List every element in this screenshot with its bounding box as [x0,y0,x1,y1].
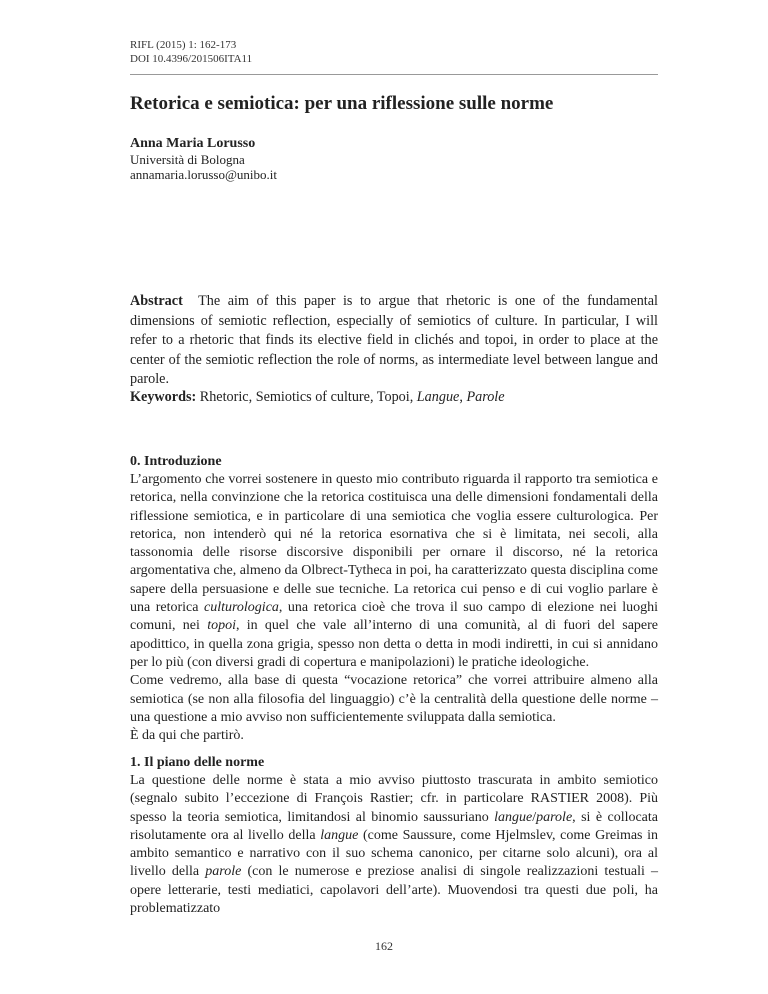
section-introduzione [130,453,658,745]
journal-citation: RIFL (2015) 1: 162-173 [130,39,237,51]
doi: DOI 10.4396/201506ITA11 [130,53,253,65]
running-header [130,38,658,66]
keyword-parole: Parole [466,389,505,405]
keyword-langue: Langue [416,389,460,405]
keywords-label: Keywords: [130,389,197,405]
header-divider [130,74,658,75]
paragraph [130,471,658,672]
italic-term: langue [320,827,359,843]
paragraph: È da qui che partirò. [130,728,244,744]
text-run: / [532,809,537,825]
section-heading: 1. Il piano delle norme [130,755,265,770]
section-heading: 0. Introduzione [130,454,222,469]
keywords-separator: , [459,389,463,405]
text-run: , una retorica cioè che trova il suo campo di elezione nei luoghi comuni, nei [130,600,659,634]
paper-title: Retorica e semiotica: per una riflessione sulle norme [130,93,554,114]
paragraph: Come vedremo, alla base di questa “vocazione retorica” che vorrei attribuire almeno alla semiotica (se non alla filosofia del linguaggio) c’è la centralità della questione delle norme – una questione a mio avviso non sufficientemente sviluppata dalla semiotica. [130,673,658,725]
section-piano-delle-norme [130,754,658,918]
text-run: L’argomento che vorrei sostenere in questo mio contributo riguarda il rapporto tra semiotica e retorica, nella convinzione che la retorica costituisca una delle dimensioni fondamentali della riflessione semiotica, e in particolare di una semiotica che voglia essere culturologica. Per retorica, non intenderò qui né la retorica esornativa che si è limitata, nei secoli, alla tassonomia delle risorse discorsive disponibili per ornare il discorso, né la retorica argomentativa che, almeno da Olbrect-Tytheca in poi, ha caratterizzato questa disciplina come sapere della persuasione e delle sue tecniche. La retorica cui penso e di cui voglio parlare è una retorica [130,472,658,616]
author-affiliation: Università di Bologna [130,152,245,167]
author-email: annamaria.lorusso@unibo.it [130,167,277,182]
author-block [130,136,658,182]
keywords [130,388,658,407]
abstract-label: Abstract [130,293,183,309]
italic-term: langue [494,809,533,825]
author-name: Anna Maria Lorusso [130,136,256,151]
text-run: La questione delle norme è stata a mio avviso piuttosto trascurata in ambito semiotico (segnalo subito l’eccezione di François Rastier; cfr. in particolare RASTIER 2008). Più spesso la teoria semiotica, limitandosi al binomio saussuriano [130,773,658,825]
abstract [130,292,658,390]
abstract-text: The aim of this paper is to argue that rhetoric is one of the fundamental dimensions of semiotic reflection, especially of semiotics of culture. In particular, I will refer to a rhetoric that finds its elective field in clichés and topoi, in order to place at the center of the semiotic reflection the role of norms, as intermediate level between langue and parole. [130,293,658,387]
italic-term: topoi [207,618,236,634]
keywords-plain: Rhetoric, Semiotics of culture, Topoi, [199,389,414,405]
italic-term: culturologica [204,600,279,616]
text-run: , si è collocata risolutamente ora al livello della [130,809,659,843]
text-run: , in quel che vale all’interno di una comunità, al di fuori del sapere apodittico, in quella zona grigia, spesso non detta o detta in modi indiretti, in cui si annidano per lo più (con diversi gradi di copertura e manipolazioni) le pratiche ideologiche. [130,618,659,670]
italic-term: parole [536,809,573,825]
italic-term: parole [205,864,242,880]
page-number: 162 [375,939,393,953]
text-run: (come Saussure, come Hjelmslev, come Greimas in ambito semantico e narrativo con il suo schema canonico, per citarne solo alcuni), ora al livello della [130,827,659,880]
text-run: (con le numerose e preziose analisi di singole realizzazioni testuali – opere letterarie, testi mediatici, capolavori dell’arte). Muovendosi tra questi due poli, ha problematizzato [130,864,659,917]
paragraph [130,772,658,918]
